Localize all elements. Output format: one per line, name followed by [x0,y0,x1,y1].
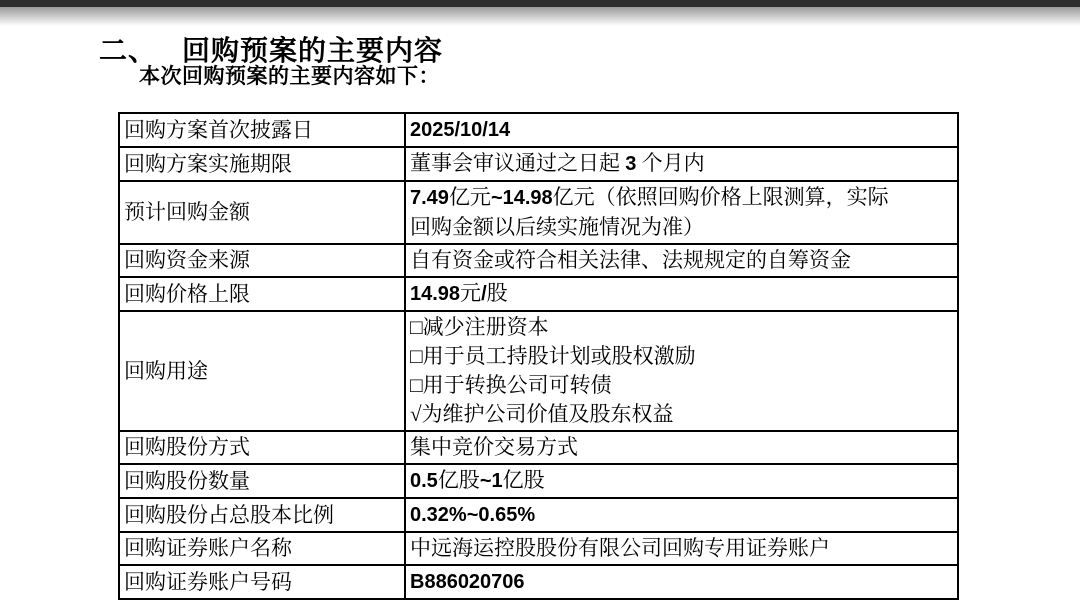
row-label [119,464,405,498]
cjk-text: 董事会审议通过之日起 [410,151,626,175]
row-value-line [410,246,953,275]
table-row [119,311,958,431]
top-bar-shadow [0,7,1080,26]
cjk-text: 自有资金或符合相关法律、法规规定的自筹资金 [410,248,851,272]
row-value [405,431,958,464]
row-label-text [124,357,400,386]
row-label [119,113,405,147]
row-value-line [410,466,953,496]
row-value-line [410,567,953,597]
table-row [119,431,958,464]
cjk-text: 回购价格上限 [124,281,250,306]
cjk-text: 回购用途 [124,358,208,383]
row-value-line [410,213,953,242]
numeric-text: 2025/10/14 [410,119,511,141]
numeric-text: 7.49 [410,187,449,209]
cjk-text: 预计回购金额 [124,200,250,224]
cjk-text: 回购股份数量 [124,468,250,493]
cjk-text: 亿股 [437,468,480,492]
row-label [119,147,405,181]
intro-line: 本次回购预案的主要内容如下： [139,64,440,88]
checkbox-option-line [410,313,953,342]
numeric-text: B886020706 [410,571,525,593]
cjk-text: □用于员工持股计划或股权激励 [410,344,696,368]
row-value [405,181,958,244]
row-value-line [410,183,953,213]
cjk-text: 亿股 [502,468,545,492]
cjk-text: 亿元 [448,185,491,209]
row-value [405,498,958,532]
table-row [119,565,958,599]
row-label-text [124,116,400,145]
buyback-summary-table [118,112,959,600]
viewer-top-bar [0,0,1080,7]
numeric-text: ~14.98 [490,187,553,209]
numeric-text: 0.5 [410,470,438,492]
cjk-text: 股 [486,281,508,305]
cjk-text: 回购金额以后续实施情况为准） [410,215,704,239]
row-label [119,277,405,311]
table-row [119,244,958,277]
numeric-text: 14.98 [410,283,461,305]
numeric-text: 3 [625,153,637,175]
row-label [119,565,405,599]
buyback-table-body [119,113,958,599]
row-value [405,244,958,277]
cjk-text: 回购证券账户名称 [124,536,292,560]
row-value [405,464,958,498]
numeric-text: ~1 [479,470,503,492]
cjk-text: 回购资金来源 [124,248,250,272]
row-value [405,311,958,431]
section-number: 二、 [99,35,158,67]
row-label-text [124,246,400,275]
cjk-text: 回购方案实施期限 [124,151,292,176]
row-label-text [124,467,400,496]
row-label-text [124,501,400,530]
checkbox-option-line [410,400,953,429]
cjk-text: 回购股份占总股本比例 [124,502,334,527]
row-value [405,277,958,311]
numeric-text: / [481,283,487,305]
table-row [119,277,958,311]
table-row [119,113,958,147]
cjk-text: 回购证券账户号码 [124,569,292,594]
row-value [405,147,958,181]
row-label-text [124,198,400,227]
checkbox-option-line [410,342,953,371]
table-row [119,181,958,244]
cjk-text: 元 [460,281,482,305]
row-value [405,565,958,599]
cjk-text: 回购方案首次披露日 [124,117,313,142]
row-label [119,244,405,277]
row-value-line [410,149,953,179]
table-row [119,498,958,532]
row-value-line [410,500,953,530]
row-value [405,113,958,147]
row-label-text [124,280,400,309]
row-label-text [124,150,400,179]
cjk-text: 个月内 [636,151,705,175]
table-row [119,532,958,565]
table-row [119,147,958,181]
row-label [119,532,405,565]
cjk-text: 回购股份方式 [124,435,250,459]
row-label-text [124,534,400,563]
row-label-text [124,568,400,597]
row-value-line [410,115,953,145]
cjk-text: 中远海运控股股份有限公司回购专用证券账户 [410,536,830,560]
row-label-text [124,433,400,462]
row-label [119,311,405,431]
numeric-text: 0.32%~0.65% [410,504,536,526]
row-value [405,532,958,565]
cjk-text: 亿元（依照回购价格上限测算，实际 [552,185,889,209]
row-value-line [410,534,953,563]
cjk-text: □减少注册资本 [410,315,549,339]
section-title-text: 回购预案的主要内容 [182,35,444,67]
checkbox-option-line [410,371,953,400]
row-label [119,431,405,464]
row-label [119,498,405,532]
row-value-line [410,433,953,462]
row-value-line [410,279,953,309]
cjk-text: √为维护公司价值及股东权益 [410,402,674,426]
cjk-text: □用于转换公司可转债 [410,373,612,397]
table-row [119,464,958,498]
cjk-text: 集中竞价交易方式 [410,435,578,459]
row-label [119,181,405,244]
